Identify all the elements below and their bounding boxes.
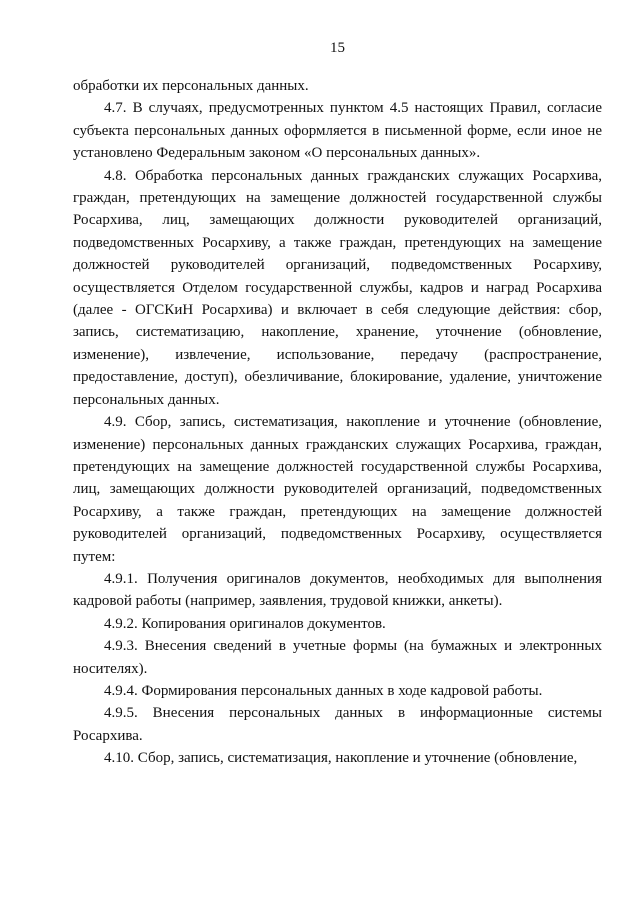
paragraph-4-9-4: 4.9.4. Формирования персональных данных в ходе кадровой работы. [104, 682, 543, 699]
paragraph-4-9-2: 4.9.2. Копирования оригиналов документов. [104, 615, 386, 632]
paragraph-4-10: 4.10. Сбор, запись, систематизация, накопление и уточнение (обновление, [104, 750, 578, 767]
paragraph-4-7: 4.7. В случаях, предусмотренных пунктом 4.5 настоящих Правил, согласие субъекта персональных данных оформляется в письменной форме, если иное не установлено Федеральным законом «О персональных данных». [73, 100, 602, 162]
paragraph-4-9-5: 4.9.5. Внесения персональных данных в информационные системы Росархива. [73, 705, 602, 744]
paragraph-4-9: 4.9. Сбор, запись, систематизация, накопление и уточнение (обновление, изменение) персональных данных гражданских служащих Росархива, граждан, претендующих на замещение должностей государственной службы Росархива, лиц, замещающих должности руководителей организаций, подведомственных Росархиву, а также граждан, претендующих на замещение должностей руководителей организаций, подведомственных Росархиву, осуществляется путем: [73, 414, 602, 565]
paragraph-continuation: обработки их персональных данных. [73, 78, 309, 94]
paragraph-4-9-3: 4.9.3. Внесения сведений в учетные формы (на бумажных и электронных носителях). [73, 638, 602, 677]
paragraph-4-8: 4.8. Обработка персональных данных гражданских служащих Росархива, граждан, претендующих на замещение должностей государственной службы Росархива, лиц, замещающих должности руководителей организаций, подведомственных Росархиву, а также граждан, претендующих на замещение должностей руководителей организаций, подведомственных Росархиву, осуществляется Отделом государственной службы, кадров и наград Росархива (далее - ОГСКиН Росархива) и включает в себя следующие действия: сбор, запись, систематизацию, накопление, хранение, уточнение (обновление, изменение), извлечение, использование, передачу (распространение, предоставление, доступ), обезличивание, блокирование, удаление, уничтожение персональных данных. [73, 167, 602, 408]
document-body [73, 75, 602, 770]
paragraph-4-9-1: 4.9.1. Получения оригиналов документов, необходимых для выполнения кадровой работы (например, заявления, трудовой книжки, анкеты). [73, 570, 602, 610]
page-number: 15 [330, 40, 345, 56]
